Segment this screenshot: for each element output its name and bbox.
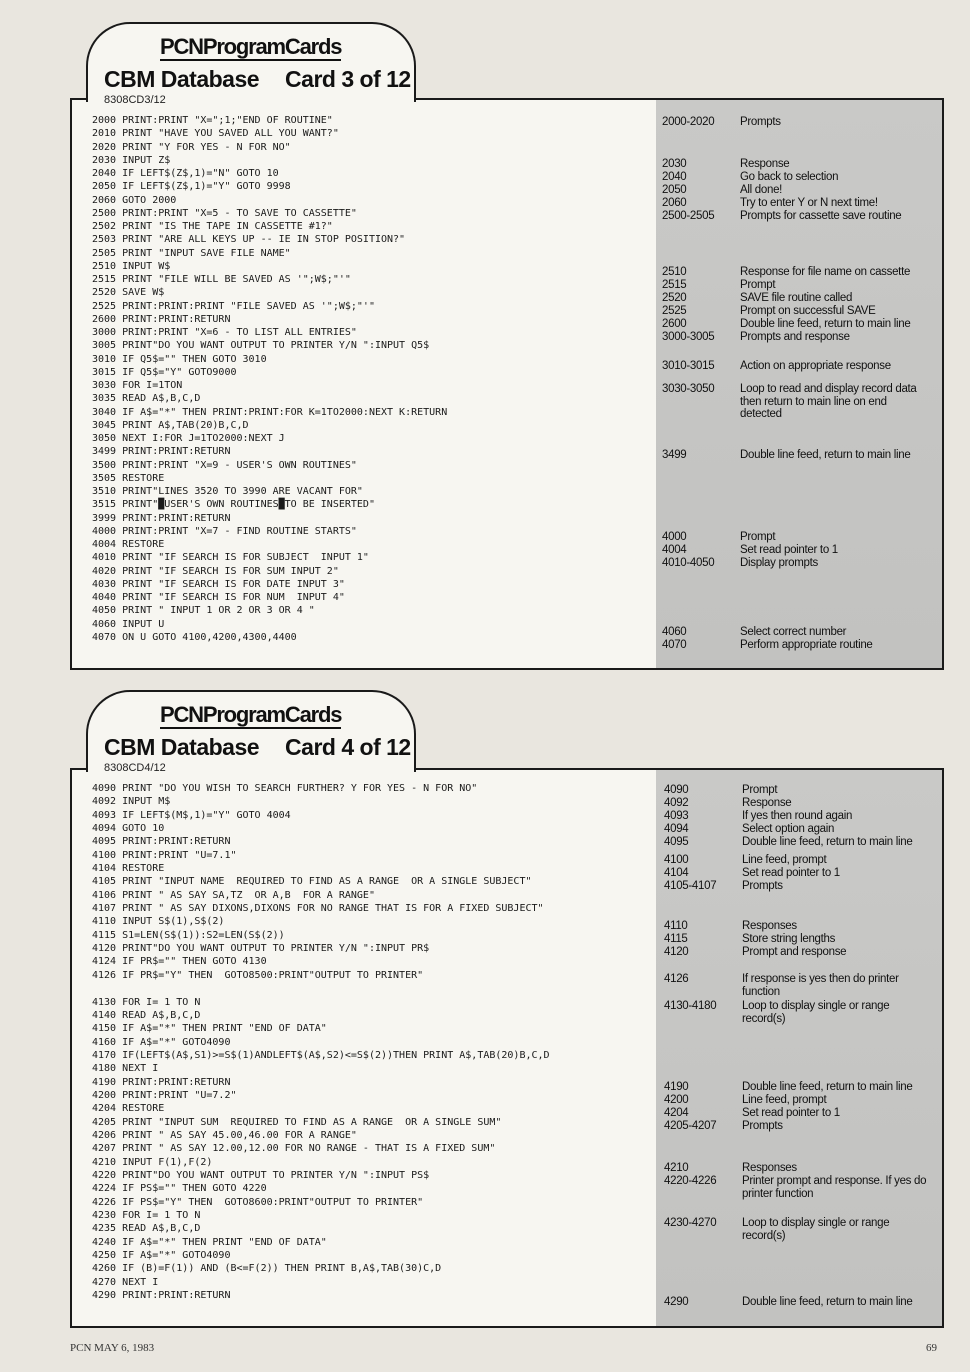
line-range: 4205-4207 bbox=[664, 1120, 717, 1132]
line-range: 3000-3005 bbox=[662, 331, 715, 343]
code-line: 4205 PRINT "INPUT SUM REQUIRED TO FIND AS A RANGE OR A SINGLE SUM" bbox=[92, 1116, 502, 1128]
code-line: 3510 PRINT"LINES 3520 TO 3990 ARE VACANT FOR" bbox=[92, 486, 363, 497]
line-range: 2040 bbox=[662, 171, 687, 183]
code-line: 4040 PRINT "IF SEARCH IS FOR NUM INPUT 4" bbox=[92, 592, 345, 603]
code-line: 4030 PRINT "IF SEARCH IS FOR DATE INPUT 3" bbox=[92, 578, 345, 590]
line-range: 4094 bbox=[664, 823, 689, 835]
code-line: 4180 NEXT I bbox=[92, 1063, 159, 1075]
line-range: 2050 bbox=[662, 184, 687, 196]
code-line: 4206 PRINT " AS SAY 45.00,46.00 FOR A RANGE" bbox=[92, 1129, 357, 1141]
code-line: 2502 PRINT "IS THE TAPE IN CASSETTE #1?" bbox=[92, 221, 333, 232]
line-description: Double line feed, return to main line bbox=[742, 1081, 913, 1093]
code-line: 4200 PRINT:PRINT "U=7.2" bbox=[92, 1089, 237, 1101]
code-line: 4093 IF LEFT$(M$,1)="Y" GOTO 4004 bbox=[92, 809, 291, 821]
line-description: Prompt and response bbox=[742, 946, 847, 958]
code-line: 4050 PRINT " INPUT 1 OR 2 OR 3 OR 4 " bbox=[92, 605, 315, 617]
line-description: Double line feed, return to main line bbox=[740, 318, 911, 330]
code-line: 2600 PRINT:PRINT:RETURN bbox=[92, 313, 231, 325]
code-line: 3005 PRINT"DO YOU WANT OUTPUT TO PRINTER Y/N ":INPUT Q5$ bbox=[92, 340, 430, 352]
line-description: Prompt bbox=[742, 784, 778, 796]
brand-logo: PCNProgramCards bbox=[160, 34, 342, 59]
line-description: If yes then round again bbox=[742, 810, 853, 822]
line-description: Line feed, prompt bbox=[742, 854, 827, 866]
card-number: Card 4 of 12 bbox=[285, 734, 411, 760]
card3-header-tab bbox=[86, 22, 416, 106]
line-range: 4210 bbox=[664, 1162, 689, 1174]
line-range: 2030 bbox=[662, 158, 687, 170]
code-line: 4020 PRINT "IF SEARCH IS FOR SUM INPUT 2" bbox=[92, 565, 339, 577]
code-line: 4190 PRINT:PRINT:RETURN bbox=[92, 1076, 231, 1088]
line-description: Prompts and response bbox=[740, 331, 850, 343]
line-range: 4220-4226 bbox=[664, 1175, 717, 1187]
line-range: 3499 bbox=[662, 449, 687, 461]
page-footer-issue: PCN MAY 6, 1983 bbox=[70, 1342, 155, 1354]
code-line: 4240 IF A$="*" THEN PRINT "END OF DATA" bbox=[92, 1236, 327, 1248]
code-line: 4210 INPUT F(1),F(2) bbox=[92, 1156, 213, 1168]
code-line: 3499 PRINT:PRINT:RETURN bbox=[92, 446, 231, 458]
code-line bbox=[92, 982, 672, 995]
line-range: 4104 bbox=[664, 867, 689, 879]
code-line: 2030 INPUT Z$ bbox=[92, 154, 171, 166]
line-range: 4110 bbox=[664, 920, 688, 932]
code-line: 2010 PRINT "HAVE YOU SAVED ALL YOU WANT?" bbox=[92, 128, 339, 140]
code-line: 4207 PRINT " AS SAY 12.00,12.00 FOR NO RANGE - THAT IS A FIXED SUM" bbox=[92, 1143, 496, 1155]
code-line: 4095 PRINT:PRINT:RETURN bbox=[92, 836, 231, 848]
line-range: 4090 bbox=[664, 784, 689, 796]
code-line: 4220 PRINT"DO YOU WANT OUTPUT TO PRINTER Y/N ":INPUT PS$ bbox=[92, 1169, 430, 1181]
code-line: 4090 PRINT "DO YOU WISH TO SEARCH FURTHER? Y FOR YES - N FOR NO" bbox=[92, 783, 478, 794]
code-line: 2060 GOTO 2000 bbox=[92, 194, 177, 206]
code-line: 2505 PRINT "INPUT SAVE FILE NAME" bbox=[92, 247, 291, 259]
line-range: 4204 bbox=[664, 1107, 689, 1119]
code-line: 2040 IF LEFT$(Z$,1)="N" GOTO 10 bbox=[92, 168, 279, 179]
code-line: 4115 S1=LEN(S$(1)):S2=LEN(S$(2)) bbox=[92, 929, 285, 941]
line-range: 4290 bbox=[664, 1296, 689, 1308]
code-line: 4235 READ A$,B,C,D bbox=[92, 1223, 201, 1235]
code-line: 4104 RESTORE bbox=[92, 863, 165, 875]
line-range: 4093 bbox=[664, 810, 689, 822]
code-line: 3515 PRINT"█USER'S OWN ROUTINES█TO BE INSERTED" bbox=[92, 499, 375, 511]
code-line: 4150 IF A$="*" THEN PRINT "END OF DATA" bbox=[92, 1023, 327, 1035]
line-range: 2515 bbox=[662, 279, 687, 291]
line-range: 4115 bbox=[664, 933, 688, 945]
code-line: 4060 INPUT U bbox=[92, 618, 165, 630]
line-description: Prompts bbox=[742, 880, 783, 892]
line-description: Select option again bbox=[742, 823, 835, 835]
line-description: All done! bbox=[740, 184, 783, 196]
code-line: 4204 RESTORE bbox=[92, 1103, 165, 1115]
code-line: 3505 RESTORE bbox=[92, 472, 165, 484]
code-line: 4270 NEXT I bbox=[92, 1276, 159, 1288]
line-range: 4095 bbox=[664, 836, 689, 848]
code-line: 2503 PRINT "ARE ALL KEYS UP -- IE IN STOP POSITION?" bbox=[92, 234, 406, 246]
brand-logo: PCNProgramCards bbox=[160, 702, 342, 727]
line-range: 4105-4107 bbox=[664, 880, 717, 892]
line-range: 2525 bbox=[662, 305, 687, 317]
line-description: Double line feed, return to main line bbox=[742, 836, 913, 848]
line-range: 2600 bbox=[662, 318, 687, 330]
line-description: Store string lengths bbox=[742, 933, 836, 945]
line-range: 2060 bbox=[662, 197, 687, 209]
line-description: Responses bbox=[742, 920, 797, 932]
code-line: 2510 INPUT W$ bbox=[92, 260, 171, 272]
code-line: 4010 PRINT "IF SEARCH IS FOR SUBJECT INPUT 1" bbox=[92, 552, 369, 564]
line-range: 4100 bbox=[664, 854, 689, 866]
line-description: Prompts bbox=[740, 116, 781, 128]
code-line: 4260 IF (B)=F(1)) AND (B<=F(2)) THEN PRINT B,A$,TAB(30)C,D bbox=[92, 1263, 442, 1275]
line-description: Response for file name on cassette bbox=[740, 266, 911, 278]
code-line: 4004 RESTORE bbox=[92, 539, 165, 550]
code-line: 2525 PRINT:PRINT:PRINT "FILE SAVED AS '";W$;"'" bbox=[92, 300, 375, 312]
code-line: 4124 IF PR$="" THEN GOTO 4130 bbox=[92, 956, 267, 968]
line-range: 4200 bbox=[664, 1094, 689, 1106]
line-range: 4010-4050 bbox=[662, 557, 715, 569]
card-code: 8308CD4/12 bbox=[104, 762, 166, 774]
code-line: 4120 PRINT"DO YOU WANT OUTPUT TO PRINTER Y/N ":INPUT PR$ bbox=[92, 943, 430, 955]
code-line: 2020 PRINT "Y FOR YES - N FOR NO" bbox=[92, 141, 291, 153]
line-range: 3030-3050 bbox=[662, 383, 715, 395]
code-line: 3050 NEXT I:FOR J=1TO2000:NEXT J bbox=[92, 433, 285, 444]
page-number: 69 bbox=[926, 1342, 937, 1354]
line-description: Display prompts bbox=[740, 557, 818, 569]
code-listing bbox=[92, 114, 672, 644]
line-description: Action on appropriate response bbox=[740, 360, 891, 372]
line-range: 4130-4180 bbox=[664, 1000, 717, 1012]
code-line: 2500 PRINT:PRINT "X=5 - TO SAVE TO CASSETTE" bbox=[92, 207, 357, 219]
code-line: 4224 IF PS$="" THEN GOTO 4220 bbox=[92, 1183, 267, 1195]
line-description: Loop to read and display record data then return to main line on end detected bbox=[740, 383, 917, 420]
line-description: If response is yes then do printer function bbox=[742, 973, 899, 998]
code-line: 3999 PRINT:PRINT:RETURN bbox=[92, 512, 231, 524]
line-description: Try to enter Y or N next time! bbox=[740, 197, 878, 209]
line-description: Printer prompt and response. If yes do printer function bbox=[742, 1175, 927, 1200]
line-description: SAVE file routine called bbox=[740, 292, 853, 304]
card-title bbox=[104, 734, 411, 761]
line-range: 4060 bbox=[662, 626, 687, 638]
code-line: 3500 PRINT:PRINT "X=9 - USER'S OWN ROUTINES" bbox=[92, 459, 357, 471]
line-description: Perform appropriate routine bbox=[740, 639, 873, 651]
code-line: 4160 IF A$="*" GOTO4090 bbox=[92, 1036, 231, 1048]
code-line: 3045 PRINT A$,TAB(20)B,C,D bbox=[92, 419, 249, 431]
code-line: 3000 PRINT:PRINT "X=6 - TO LIST ALL ENTRIES" bbox=[92, 327, 357, 338]
line-range: 2500-2505 bbox=[662, 210, 715, 222]
line-description: Loop to display single or range record(s) bbox=[742, 1000, 890, 1025]
code-listing bbox=[92, 782, 672, 1302]
line-description: Response bbox=[742, 797, 792, 809]
code-line: 4106 PRINT " AS SAY SA,TZ OR A,B FOR A RANGE" bbox=[92, 889, 375, 901]
line-description: Loop to display single or range record(s) bbox=[742, 1217, 890, 1242]
code-line: 4070 ON U GOTO 4100,4200,4300,4400 bbox=[92, 631, 297, 643]
card-number: Card 3 of 12 bbox=[285, 66, 411, 92]
code-line: 2520 SAVE W$ bbox=[92, 287, 165, 299]
line-range: 2000-2020 bbox=[662, 116, 715, 128]
line-description: Set read pointer to 1 bbox=[742, 1107, 840, 1119]
program-card-3 bbox=[70, 98, 944, 670]
code-line: 4110 INPUT S$(1),S$(2) bbox=[92, 916, 225, 928]
code-line: 3010 IF Q5$="" THEN GOTO 3010 bbox=[92, 353, 267, 365]
line-description: Double line feed, return to main line bbox=[742, 1296, 913, 1308]
line-description: Go back to selection bbox=[740, 171, 839, 183]
program-card-4 bbox=[70, 768, 944, 1328]
code-line: 3030 FOR I=1TON bbox=[92, 380, 183, 391]
line-range: 4190 bbox=[664, 1081, 689, 1093]
code-line: 4100 PRINT:PRINT "U=7.1" bbox=[92, 849, 237, 861]
code-line: 4000 PRINT:PRINT "X=7 - FIND ROUTINE STARTS" bbox=[92, 525, 357, 537]
line-description: Line feed, prompt bbox=[742, 1094, 827, 1106]
card-title-text: CBM Database bbox=[104, 734, 260, 760]
line-description: Responses bbox=[742, 1162, 797, 1174]
line-range: 4230-4270 bbox=[664, 1217, 717, 1229]
card-code: 8308CD3/12 bbox=[104, 94, 166, 106]
code-line: 2000 PRINT:PRINT "X=";1;"END OF ROUTINE" bbox=[92, 115, 333, 126]
card4-header-tab bbox=[86, 690, 416, 772]
line-description: Prompt on successful SAVE bbox=[740, 305, 876, 317]
code-line: 4290 PRINT:PRINT:RETURN bbox=[92, 1290, 231, 1302]
code-line: 3015 IF Q5$="Y" GOTO9000 bbox=[92, 366, 237, 378]
code-line: 4126 IF PR$="Y" THEN GOTO8500:PRINT"OUTPUT TO PRINTER" bbox=[92, 969, 424, 981]
code-line: 2050 IF LEFT$(Z$,1)="Y" GOTO 9998 bbox=[92, 181, 291, 193]
line-range: 4092 bbox=[664, 797, 689, 809]
line-description: Set read pointer to 1 bbox=[740, 544, 838, 556]
line-description: Prompt bbox=[740, 531, 776, 543]
line-range: 2510 bbox=[662, 266, 687, 278]
line-range: 4004 bbox=[662, 544, 687, 556]
code-line: 4105 PRINT "INPUT NAME REQUIRED TO FIND AS A RANGE OR A SINGLE SUBJECT" bbox=[92, 876, 532, 888]
code-line: 4226 IF PS$="Y" THEN GOTO8600:PRINT"OUTPUT TO PRINTER" bbox=[92, 1196, 424, 1208]
code-line: 4092 INPUT M$ bbox=[92, 796, 171, 808]
line-range: 4070 bbox=[662, 639, 687, 651]
code-line: 4130 FOR I= 1 TO N bbox=[92, 996, 201, 1008]
line-description: Prompts bbox=[742, 1120, 783, 1132]
code-line: 2515 PRINT "FILE WILL BE SAVED AS '";W$;"'" bbox=[92, 274, 351, 285]
line-range: 4126 bbox=[664, 973, 689, 985]
code-line: 4140 READ A$,B,C,D bbox=[92, 1009, 201, 1021]
code-line: 4230 FOR I= 1 TO N bbox=[92, 1210, 201, 1221]
code-line: 4107 PRINT " AS SAY DIXONS,DIXONS FOR NO RANGE THAT IS FOR A FIXED SUBJECT" bbox=[92, 903, 544, 915]
code-line: 3035 READ A$,B,C,D bbox=[92, 393, 201, 405]
line-range: 4120 bbox=[664, 946, 689, 958]
line-description: Prompt bbox=[740, 279, 776, 291]
line-description: Response bbox=[740, 158, 790, 170]
card-title-text: CBM Database bbox=[104, 66, 260, 92]
line-range: 3010-3015 bbox=[662, 360, 715, 372]
code-line: 4094 GOTO 10 bbox=[92, 823, 165, 835]
line-range: 4000 bbox=[662, 531, 687, 543]
line-description: Select correct number bbox=[740, 626, 847, 638]
code-line: 4170 IF(LEFT$(A$,S1)>=S$(1)ANDLEFT$(A$,S2)<=S$(2))THEN PRINT A$,TAB(20)B,C,D bbox=[92, 1049, 550, 1061]
card-title bbox=[104, 66, 411, 93]
line-description: Double line feed, return to main line bbox=[740, 449, 911, 461]
line-description: Set read pointer to 1 bbox=[742, 867, 840, 879]
line-description: Prompts for cassette save routine bbox=[740, 210, 902, 222]
code-line: 4250 IF A$="*" GOTO4090 bbox=[92, 1250, 231, 1262]
code-line: 3040 IF A$="*" THEN PRINT:PRINT:FOR K=1TO2000:NEXT K:RETURN bbox=[92, 406, 448, 418]
line-range: 2520 bbox=[662, 292, 687, 304]
